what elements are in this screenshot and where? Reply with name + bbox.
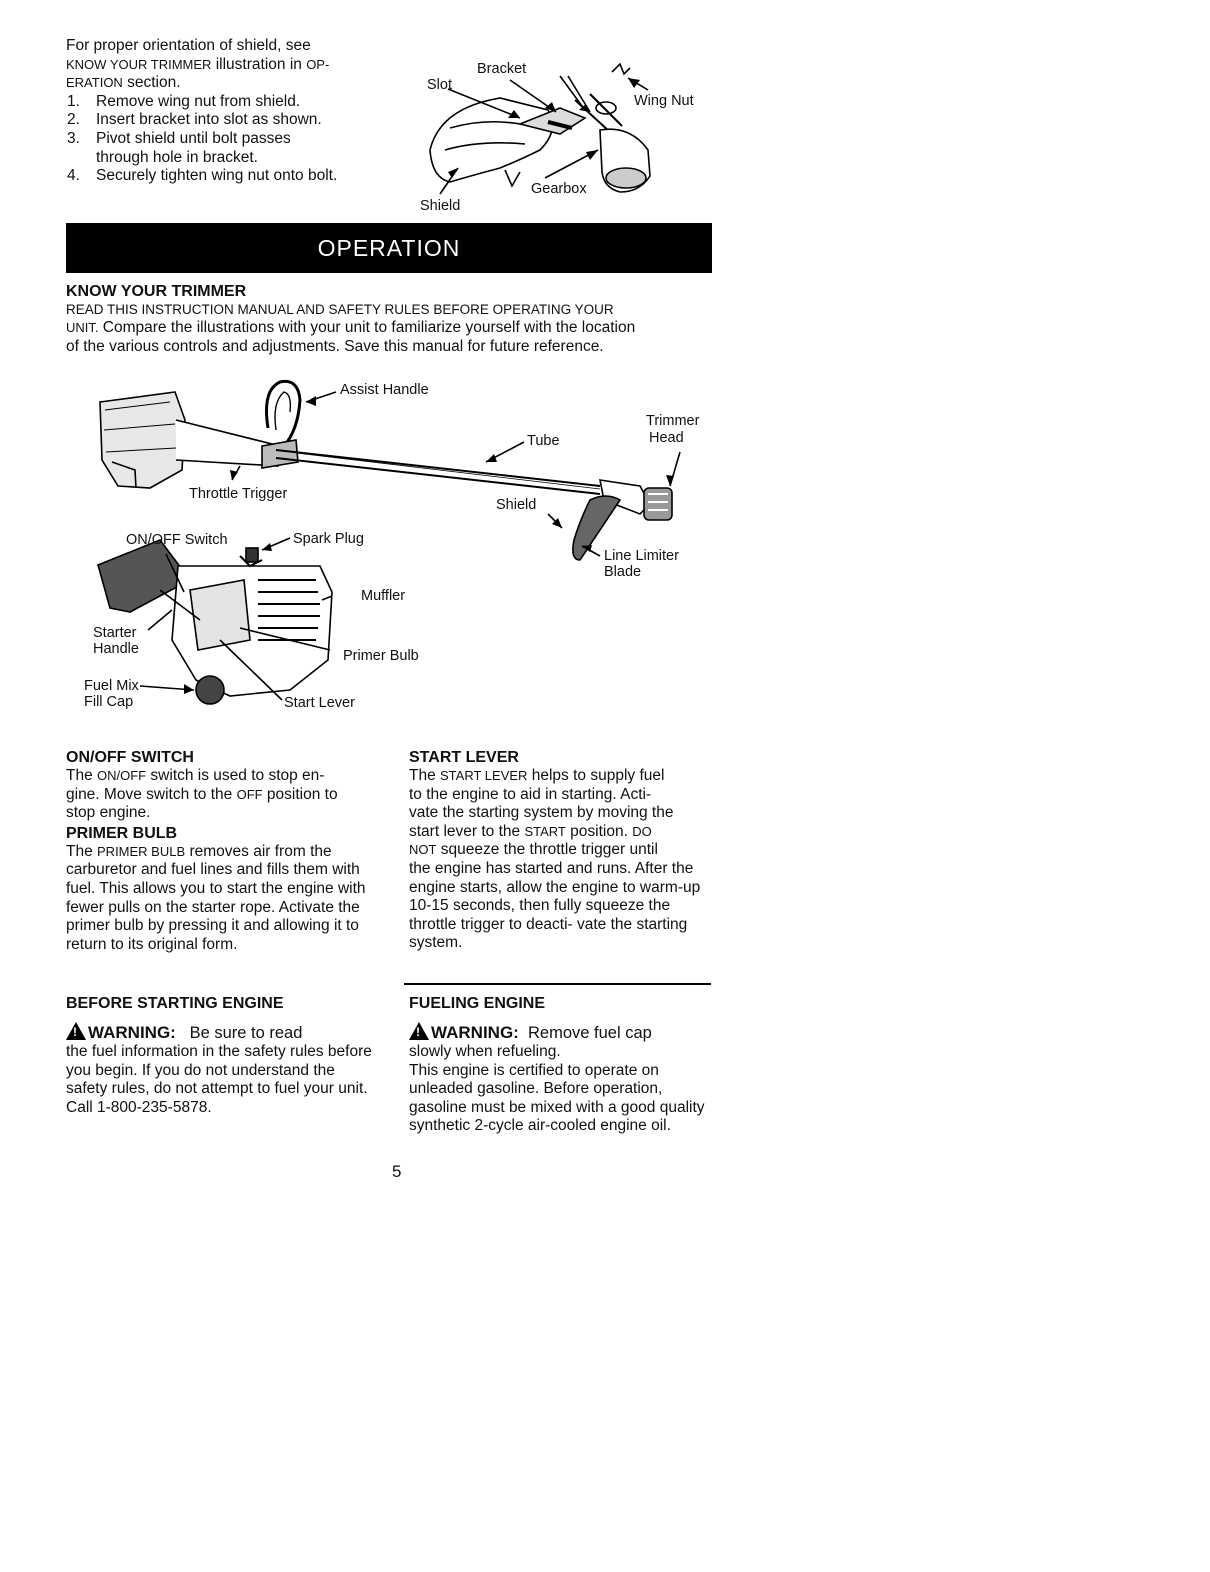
trimmer-illustration	[0, 0, 1210, 720]
warning-icon: !	[66, 1022, 86, 1040]
text-line	[409, 823, 725, 842]
xref-operation-cont: ERATION	[66, 75, 123, 91]
label-bracket: Bracket	[477, 61, 527, 77]
label-wing-nut: Wing Nut	[634, 93, 694, 109]
text-fragment: start lever to the	[409, 822, 525, 840]
text-fragment: the carburetor and fuel lines and fills them with fuel. This allows you to start the engine with fewer pulls on the starter rope. Activate the primer bulb by pressing it and allowing it to return to its original form.	[66, 842, 366, 953]
label-primer-bulb: Primer Bulb	[343, 648, 419, 664]
heading-before-starting: BEFORE STARTING ENGINE	[66, 995, 284, 1012]
label-blade: Blade	[604, 564, 642, 580]
text-fragment: DO	[632, 823, 652, 839]
know-line: of the various controls and adjustments. Save this manual for future reference.	[66, 337, 604, 355]
before-body: the fuel information in the safety rules before you begin. If you do not understand the safety rules, do not attempt to fuel your unit. Call 1-800-235-5878.	[66, 1043, 372, 1116]
before-warning-line	[66, 1022, 386, 1043]
label-shield: Shield	[420, 198, 461, 214]
text-fragment: OFF	[236, 786, 263, 802]
label-trimmer: Trimmer	[646, 413, 700, 429]
text-line	[66, 767, 386, 786]
text-line: to the engine to aid in starting. Acti-	[409, 785, 652, 803]
label-assist-handle: Assist Handle	[340, 382, 429, 398]
before-starting-section	[66, 994, 386, 1117]
step-number: 1.	[67, 92, 80, 110]
intro-fragment: section.	[122, 74, 181, 92]
step-text: Securely tighten wing nut onto bolt.	[96, 167, 338, 185]
onoff-paragraph	[66, 767, 386, 823]
text-fragment: ON/OFF	[97, 768, 147, 783]
label-head: Head	[649, 430, 684, 446]
text-fragment: The	[66, 842, 98, 860]
know-line: READ THIS INSTRUCTION MANUAL AND SAFETY RULES BEFORE OPERATING YOUR	[66, 302, 614, 317]
xref-know-your-trimmer: KNOW YOUR TRIMMER	[66, 56, 212, 72]
label-tube: Tube	[527, 433, 560, 449]
text-line	[66, 786, 386, 805]
left-column	[66, 748, 386, 954]
heading-know-your-trimmer: KNOW YOUR TRIMMER	[66, 283, 247, 300]
text-fragment: position.	[565, 822, 633, 840]
fueling-body: This engine is certified to operate on unleaded gasoline. Before operation, gasoline must be mixed with a good quality synthetic 2-cycle air-cooled engine oil.	[409, 1061, 705, 1135]
know-fragment: UNIT.	[66, 320, 99, 335]
warning-label: WARNING:	[88, 1023, 176, 1042]
text-fragment: The	[409, 767, 441, 784]
label-shield-trimmer: Shield	[496, 497, 537, 513]
label-starter: Starter	[93, 625, 137, 641]
warning-label: WARNING:	[431, 1023, 519, 1042]
label-throttle-trigger: Throttle Trigger	[189, 486, 288, 502]
label-onoff-switch: ON/OFF Switch	[126, 532, 228, 548]
text-line: vate the starting system by moving the	[409, 804, 674, 822]
text-fragment: helps to supply fuel	[527, 767, 665, 784]
fueling-warning-line	[409, 1022, 719, 1043]
step-text: Remove wing nut from shield.	[96, 92, 301, 110]
text-line	[409, 767, 725, 786]
heading-onoff-switch: ON/OFF SWITCH	[66, 749, 194, 766]
intro-line: For proper orientation of shield, see	[66, 37, 311, 54]
operation-title: OPERATION	[317, 235, 461, 261]
text-fragment: position to	[262, 785, 338, 803]
text-line	[409, 841, 725, 860]
start-lever-paragraph	[409, 767, 725, 953]
text-line: stop engine.	[66, 804, 151, 822]
text-fragment: PRIMER BULB	[97, 843, 186, 859]
primer-paragraph	[66, 843, 382, 955]
text-fragment: switch is used to stop en-	[146, 767, 325, 784]
fueling-warning-rest: slowly when refueling.	[409, 1043, 561, 1060]
step-number: 2.	[67, 111, 80, 129]
intro-fragment: illustration in	[211, 55, 307, 73]
label-gearbox: Gearbox	[531, 181, 587, 197]
label-handle: Handle	[93, 641, 139, 657]
heading-start-lever: START LEVER	[409, 749, 519, 766]
label-fuel-mix: Fuel Mix	[84, 678, 139, 694]
text-fragment: squeeze the throttle trigger until	[436, 841, 658, 859]
text-block: the engine has started and runs. After the engine starts, allow the engine to warm-up 10-15 seconds, then fully squeeze the throttle trigger to deacti- vate the starting system.	[409, 859, 701, 952]
step-number: 3.	[67, 129, 80, 147]
label-muffler: Muffler	[361, 588, 406, 604]
text-fragment: NOT	[409, 842, 437, 858]
text-fragment: The	[66, 767, 98, 784]
step-text: Pivot shield until bolt passes through hole in bracket.	[96, 129, 291, 166]
know-fragment: Compare the illustrations with your unit to familiarize yourself with the location	[98, 319, 636, 336]
xref-operation: OP-	[306, 56, 330, 72]
label-slot: Slot	[427, 77, 452, 93]
step-number: 4.	[67, 167, 80, 185]
label-fill-cap: Fill Cap	[84, 694, 134, 710]
label-line-limiter: Line Limiter	[604, 548, 679, 564]
step-text: Insert bracket into slot as shown.	[96, 111, 322, 129]
heading-primer-bulb: PRIMER BULB	[66, 824, 178, 842]
label-start-lever: Start Lever	[284, 695, 355, 711]
text-fragment: gine. Move switch to the	[66, 785, 237, 803]
label-spark-plug: Spark Plug	[293, 531, 364, 547]
warning-icon: !	[409, 1022, 429, 1040]
warning-text: Remove fuel cap	[528, 1024, 652, 1042]
text-fragment: START LEVER	[440, 768, 528, 783]
warning-text: Be sure to read	[189, 1024, 303, 1042]
text-fragment: removes air from	[185, 842, 306, 860]
page-number: 5	[392, 1162, 402, 1181]
text-fragment: START	[524, 823, 566, 839]
right-column	[409, 748, 725, 953]
section-divider	[404, 983, 711, 985]
heading-fueling-engine: FUELING ENGINE	[409, 995, 546, 1012]
fueling-section	[409, 994, 719, 1136]
